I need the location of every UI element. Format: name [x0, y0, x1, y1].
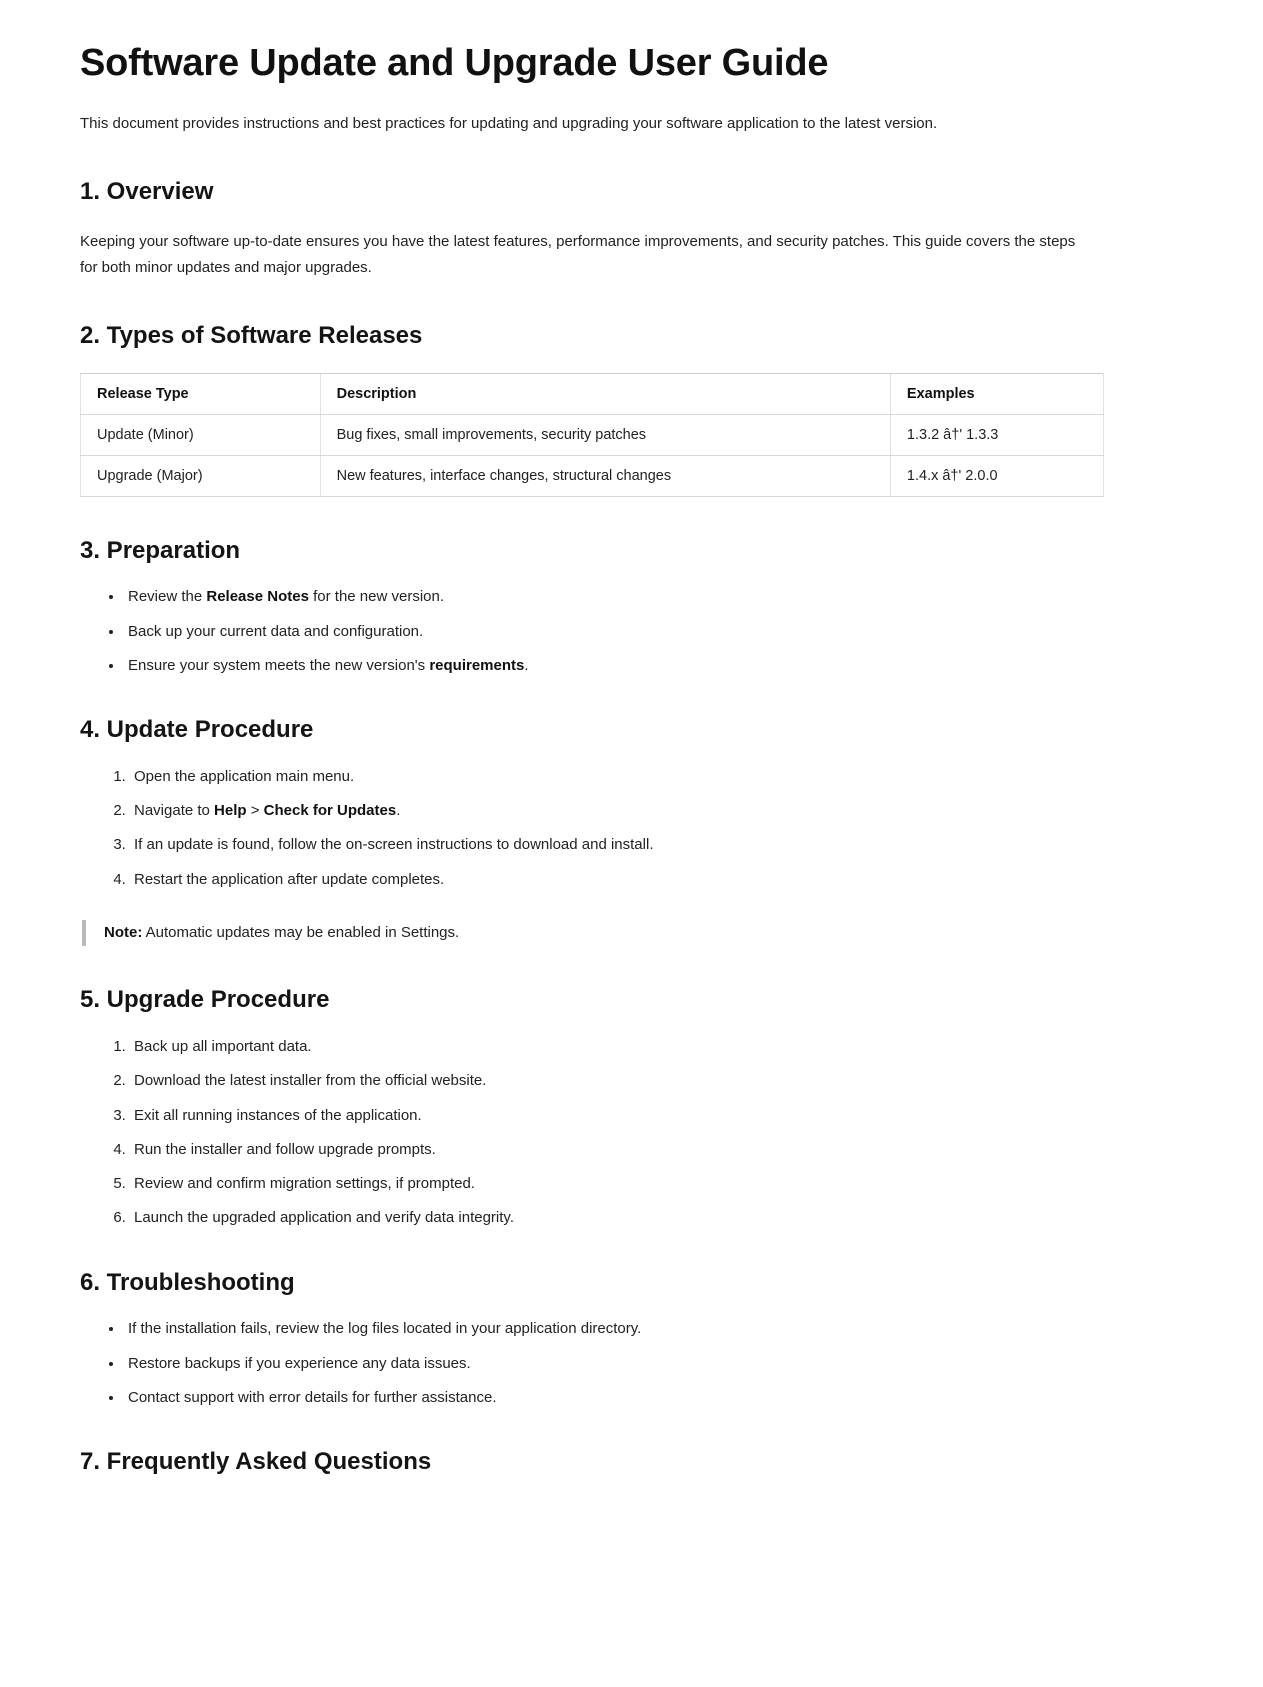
list-item-emphasis: requirements — [429, 656, 525, 674]
section-heading-preparation: 3. Preparation — [80, 536, 241, 564]
column-header-description: Description — [320, 373, 890, 414]
section-release-types — [80, 322, 1183, 497]
update-procedure-steps — [80, 767, 1183, 890]
list-item-text: Ensure your system meets the new version's — [128, 656, 430, 674]
note-label: Note: — [104, 923, 143, 941]
note-text: Automatic updates may be enabled in Settings. — [142, 923, 460, 941]
step-text: Open the application main menu. — [134, 767, 355, 785]
cell-release-type: Upgrade (Major) — [81, 455, 321, 496]
list-item — [124, 622, 1183, 642]
list-item — [130, 835, 1183, 855]
list-item — [130, 767, 1183, 787]
list-item-text: Review the — [128, 588, 207, 606]
cell-examples: 1.4.x â†' 2.0.0 — [890, 455, 1103, 496]
section-overview — [80, 178, 1183, 281]
table-row — [81, 455, 1104, 496]
list-item: 2. Download the latest installer from the official website. — [130, 1071, 1183, 1091]
step-emphasis-command: Check for Updates — [263, 802, 397, 820]
section-heading-update-procedure: 4. Update Procedure — [80, 716, 314, 744]
step-text: Navigate to — [134, 802, 215, 820]
step-emphasis-menu: Help — [214, 802, 247, 820]
document-intro-paragraph: This document provides instructions and best practices for updating and upgrading your software application to the latest version. — [80, 114, 938, 132]
upgrade-procedure-steps — [80, 1037, 1183, 1229]
list-item-text-tail: for the new version. — [308, 588, 445, 606]
table-row — [81, 414, 1104, 455]
step-text: If an update is found, follow the on-screen instructions to download and install. — [134, 836, 654, 854]
section-update-procedure — [80, 716, 1183, 946]
cell-examples: 1.3.2 â†' 1.3.3 — [890, 414, 1103, 455]
overview-paragraph: Keeping your software up-to-date ensures you have the latest features, performance improvements, and security patches. This guide covers the steps for both minor updates and major upgrades. — [80, 233, 1076, 277]
table-header-row — [81, 373, 1104, 414]
section-faq — [80, 1448, 1183, 1477]
step-separator: > — [246, 802, 264, 820]
list-item-text: Back up your current data and configuration. — [128, 622, 424, 640]
step-text: Restart the application after update completes. — [134, 870, 445, 888]
list-item: 4. Run the installer and follow upgrade prompts. — [130, 1140, 1183, 1160]
cell-release-type: Update (Minor) — [81, 414, 321, 455]
list-item: • If the installation fails, review the log files located in your application directory. — [124, 1319, 1183, 1339]
list-item-emphasis: Release Notes — [206, 588, 309, 606]
cell-description: New features, interface changes, structural changes — [320, 455, 890, 496]
cell-description: Bug fixes, small improvements, security patches — [320, 414, 890, 455]
troubleshooting-list — [80, 1319, 1183, 1408]
section-troubleshooting — [80, 1269, 1183, 1409]
list-item — [130, 801, 1183, 821]
note-callout — [82, 920, 1183, 947]
list-item: 6. Launch the upgraded application and verify data integrity. — [130, 1208, 1183, 1228]
list-item: 1. Back up all important data. — [130, 1037, 1183, 1057]
list-item — [124, 587, 1183, 607]
list-item: 5. Review and confirm migration settings, if prompted. — [130, 1174, 1183, 1194]
section-upgrade-procedure — [80, 986, 1183, 1228]
section-preparation — [80, 537, 1183, 677]
section-heading-troubleshooting: 6. Troubleshooting — [80, 1268, 295, 1296]
step-text-tail: . — [396, 802, 401, 820]
release-types-table — [80, 373, 1104, 497]
section-heading-release-types: 2. Types of Software Releases — [80, 321, 423, 349]
list-item — [130, 870, 1183, 890]
column-header-examples: Examples — [890, 373, 1103, 414]
list-item — [124, 656, 1183, 676]
list-item: • Restore backups if you experience any data issues. — [124, 1354, 1183, 1374]
list-item-text-tail: . — [524, 656, 529, 674]
list-item: 3. Exit all running instances of the application. — [130, 1106, 1183, 1126]
section-heading-overview: 1. Overview — [80, 178, 214, 206]
section-heading-faq: 7. Frequently Asked Questions — [80, 1448, 432, 1476]
preparation-list — [80, 587, 1183, 676]
section-heading-upgrade-procedure: 5. Upgrade Procedure — [80, 986, 330, 1014]
column-header-release-type: Release Type — [81, 373, 321, 414]
list-item: • Contact support with error details for further assistance. — [124, 1388, 1183, 1408]
page-title: Software Update and Upgrade User Guide — [80, 42, 829, 84]
